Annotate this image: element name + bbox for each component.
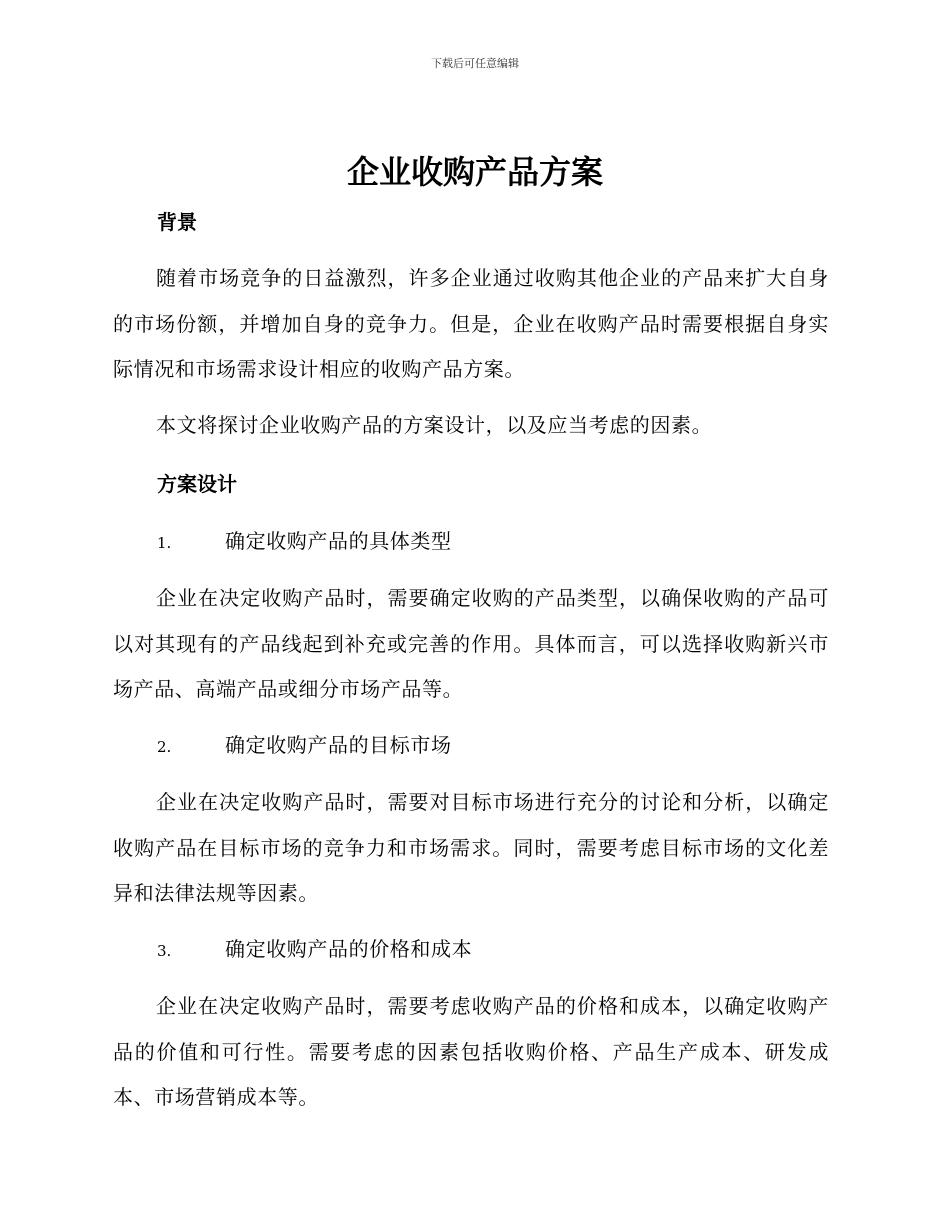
- list-number: 3.: [157, 942, 172, 960]
- list-item-title: 确定收购产品的具体类型: [225, 529, 452, 553]
- page-header-note: 下载后可任意编辑: [431, 57, 519, 70]
- design-paragraph-2: 企业在决定收购产品时，需要对目标市场进行充分的讨论和分析，以确定收购产品在目标市场的竞争力和市场需求。同时，需要考虑目标市场的文化差异和法律法规等因素。: [113, 790, 829, 905]
- design-paragraph-3: 企业在决定收购产品时，需要考虑收购产品的价格和成本，以确定收购产品的价值和可行性。需要考虑的因素包括收购价格、产品生产成本、研发成本、市场营销成本等。: [113, 994, 829, 1109]
- section-heading-design: 方案设计: [157, 472, 237, 496]
- list-number: 1.: [157, 534, 172, 552]
- list-item-title: 确定收购产品的价格和成本: [225, 937, 473, 961]
- list-item-2: [157, 731, 452, 761]
- design-paragraph-1: 企业在决定收购产品时，需要确定收购的产品类型，以确保收购的产品可以对其现有的产品线起到补充或完善的作用。具体而言，可以选择收购新兴市场产品、高端产品或细分市场产品等。: [113, 586, 829, 701]
- list-item-title: 确定收购产品的目标市场: [225, 733, 452, 757]
- background-paragraph-1: 随着市场竞争的日益激烈，许多企业通过收购其他企业的产品来扩大自身的市场份额，并增加自身的竞争力。但是，企业在收购产品时需要根据自身实际情况和市场需求设计相应的收购产品方案。: [113, 266, 829, 381]
- background-paragraph-2: 本文将探讨企业收购产品的方案设计，以及应当考虑的因素。: [156, 413, 713, 437]
- list-item-3: [157, 935, 472, 965]
- section-heading-background: 背景: [157, 210, 197, 234]
- document-title: 企业收购产品方案: [346, 153, 603, 191]
- list-number: 2.: [157, 738, 172, 756]
- list-item-1: [157, 527, 452, 557]
